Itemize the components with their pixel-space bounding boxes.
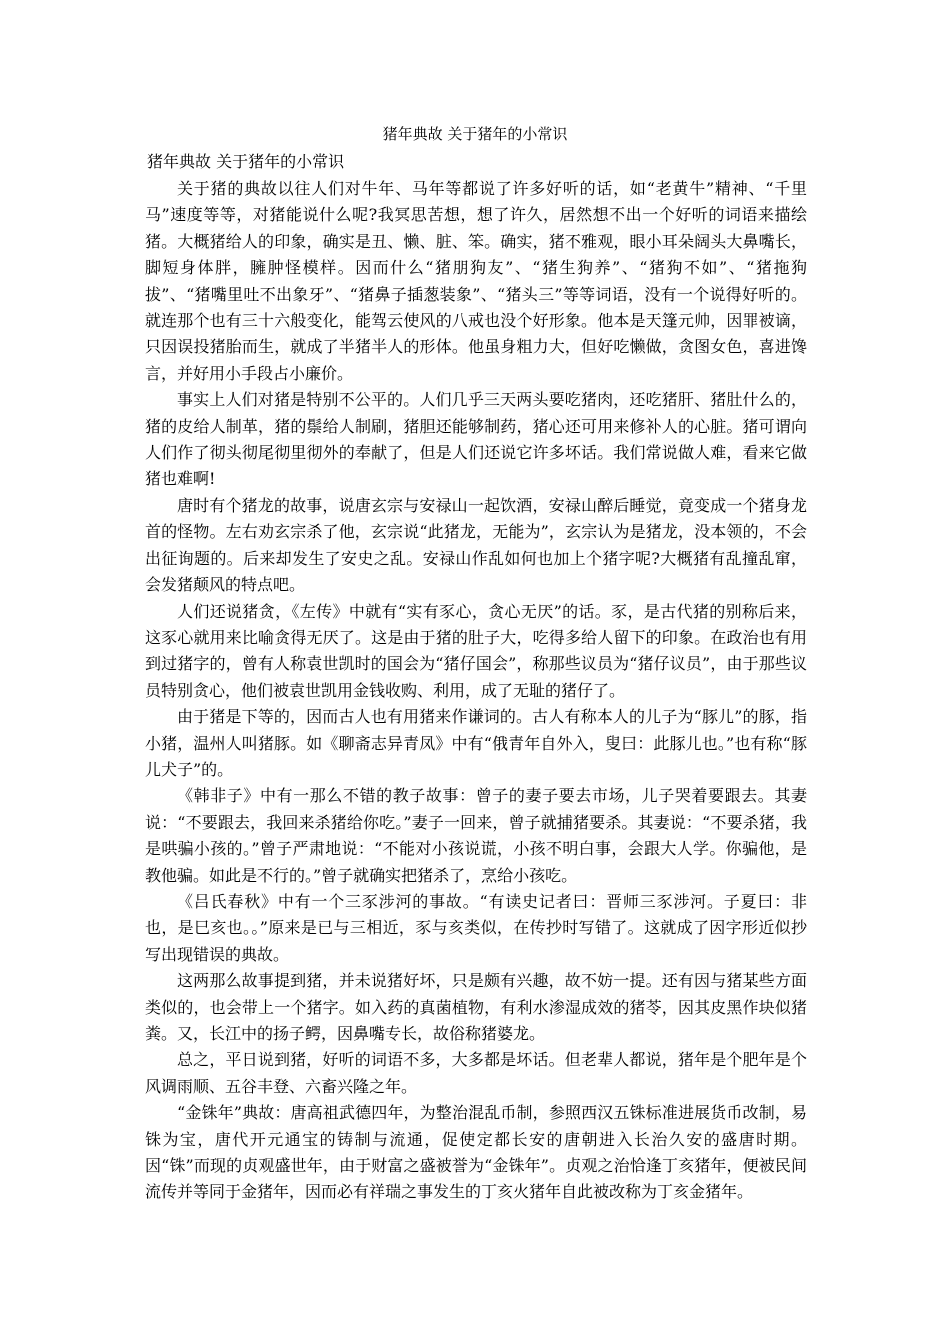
paragraph-greedy: 人们还说猪贪，《左传》中就有“实有豕心，贪心无厌”的话。豕，是古代猪的别称后来，这豕心就用来比喻贪得无厌了。这是由于猪的肚子大，吃得多给人留下的印象。在政治也有用到过猪字的，曾有人称袁世凯时的国会为“猪仔国会”，称那些议员为“猪仔议员”，由于那些议员特别贪心，他们被袁世凯用金钱收购、利用，成了无耻的猪仔了。 [145,601,807,700]
paragraph-pig-dragon: 唐时有个猪龙的故事，说唐玄宗与安禄山一起饮酒，安禄山醉后睡觉，竟变成一个猪身龙首的怪物。左右劝玄宗杀了他，玄宗说“此猪龙，无能为”，玄宗认为是猪龙，没本领的，不会出征询题的。后来却发生了安史之乱。安禄山作乱如何也加上个猪字呢?大概猪有乱撞乱窜，会发猪颠风的特点吧。 [145,495,807,595]
paragraph-golden-year: “金铢年”典故：唐高祖武德四年，为整治混乱币制，参照西汉五铢标准进展货币改制，易铢为宝，唐代开元通宝的铸制与流通，促使定都长安的唐朝进入长治久安的盛唐时期。因“铢”而现的贞观盛世年，由于财富之盛被誉为“金铢年”。贞观之治恰逢丁亥猪年，便被民间流传并等同于金猪年，因而必有祥瑞之事发生的丁亥火猪年自此被改称为丁亥金猪年。 [145,1103,807,1202]
paragraph-summary: 总之，平日说到猪，好听的词语不多，大多都是坏话。但老辈人都说，猪年是个肥年是个风调雨顺、五谷丰登、六畜兴隆之年。 [145,1050,807,1096]
document-subtitle: 猪年典故 关于猪年的小常识 [147,152,345,171]
paragraph-humble-term: 由于猪是下等的，因而古人也有用猪来作谦词的。古人有称本人的儿子为“豚儿”的豚，指小猪，温州人叫猪豚。如《聊斋志异青凤》中有“俄青年自外入，叟曰：此豚儿也。”也有称“豚儿犬子”的。 [145,707,807,779]
document-body [145,176,807,1206]
paragraph-similar-things: 这两那么故事提到猪，并未说猪好坏，只是颇有兴趣，故不妨一提。还有因与猪某些方面类似的，也会带上一个猪字。如入药的真菌植物，有利水渗湿成效的猪苓，因其皮黑作块似猪粪。又，长江中的扬子鳄，因鼻嘴专长，故俗称猪婆龙。 [145,971,807,1043]
paragraph-intro: 关于猪的典故以往人们对牛年、马年等都说了许多好听的话，如“老黄牛”精神、“千里马”速度等等，对猪能说什么呢?我冥思苦想，想了许久，居然想不出一个好听的词语来描绘猪。大概猪给人的印象，确实是丑、懒、脏、笨。确实，猪不雅观，眼小耳朵阔头大鼻嘴长，脚短身体胖，臃肿怪模样。因而什么“猪朋狗友”、“猪生狗养”、“猪狗不如”、“猪拖狗拔”、“猪嘴里吐不出象牙”、“猪鼻子插葱装象”、“猪头三”等等词语，没有一个说得好听的。就连那个也有三十六般变化，能驾云使风的八戒也没个好形象。他本是天篷元帅，因罪被谪，只因误投猪胎而生，就成了半猪半人的形体。他虽身粗力大，但好吃懒做，贪图女色，喜进馋言，并好用小手段占小廉价。 [145,179,807,383]
paragraph-lushi-chunqiu: 《吕氏春秋》中有一个三豕涉河的事故。“有读史记者曰：晋师三豕涉河。子夏曰：非也，是巳亥也。。”原来是已与三相近，豕与亥类似，在传抄时写错了。这就成了因字形近似抄写出现错误的典故。 [145,891,807,964]
paragraph-unfair: 事实上人们对猪是特别不公平的。人们几乎三天两头要吃猪肉，还吃猪肝、猪肚什么的，猪的皮给人制革，猪的鬃给人制刷，猪胆还能够制药，猪心还可用来修补人的心脏。猪可谓向人们作了彻头彻尾彻里彻外的奉献了，但是人们还说它许多坏话。我们常说做人难，看来它做猪也难啊! [145,390,807,489]
paragraph-hanfeizi: 《韩非子》中有一那么不错的教子故事：曾子的妻子要去市场，儿子哭着要跟去。其妻说：“不要跟去，我回来杀猪给你吃。”妻子一回来，曾子就捕猪要杀。其妻说：“不要杀猪，我是哄骗小孩的。”曾子严肃地说：“不能对小孩说谎，小孩不明白事，会跟大人学。你骗他，是教他骗。如此是不行的。”曾子就确实把猪杀了，烹给小孩吃。 [145,786,807,885]
document-title: 猪年典故 关于猪年的小常识 [382,125,568,143]
